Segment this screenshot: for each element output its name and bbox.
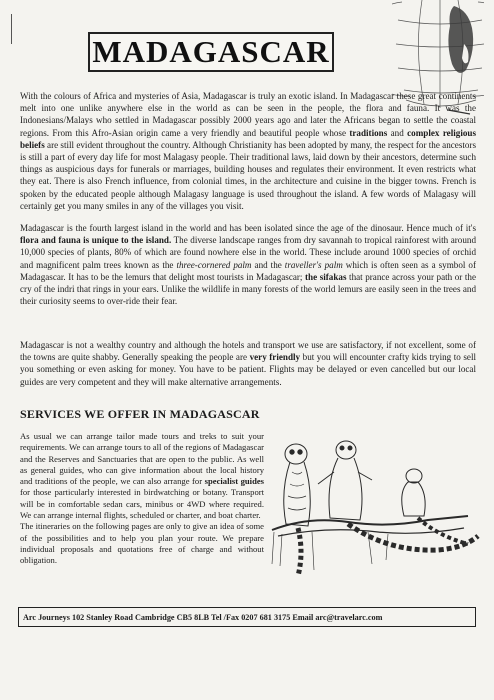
text-span: Madagascar is not a wealthy country and although the hotels and transport we use are satisfactory, if not excellent, some of the towns are quite shabby. Generally speaking the people are	[20, 340, 476, 363]
nature-paragraph	[20, 222, 476, 307]
text-span: and the	[251, 259, 285, 270]
italic-text: traveller's palm	[284, 259, 343, 270]
text-span: for those particularly interested in birdwatching or botany. Transport will be in comfortable sedan cars, minibus or 4WD where required. We can arrange internal flights, scheduled or charter, and boat charter.	[20, 487, 264, 521]
text-span: As usual we can arrange tailor made tours and treks to suit your requirements. We can arrange tours to all of the regions of Madagascar and the Reserves and Sanctuaries that are open to the public. As well as general guides, who can give information about the local history and traditions of the people, we can also arrange for	[20, 431, 264, 487]
text-span: The diverse landscape ranges from dry savannah to tropical rainforest with around 10,000 species of plants, 80% of which are found nowhere else in the world. These include around 1000 species of orchid and magnificent palm trees known as the	[20, 235, 476, 270]
services-heading: SERVICES WE OFFER IN MADAGASCAR	[20, 407, 260, 421]
intro-paragraph	[20, 90, 476, 212]
bold-text: traditions	[349, 127, 388, 138]
bold-text: very friendly	[249, 352, 301, 363]
margin-mark	[11, 14, 12, 44]
text-span: that prance across your path or the cry of the indri that rings in your ears. Unlike the wildlife in many forests of the world lemurs are easily seen in the trees and their curiosity seems to over-ride their fear.	[20, 271, 476, 307]
footer-text: Arc Journeys 102 Stanley Road Cambridge CB5 8LB Tel /Fax 0207 681 3175 Email arc@travelarc.com	[23, 612, 383, 622]
bold-text: the sifakas	[305, 271, 347, 282]
contact-footer	[18, 607, 476, 627]
bold-text: flora and fauna is unique to the island.	[20, 235, 172, 246]
text-span: which is often seen as a symbol of Madagascar. It has to be the lemurs that delight most tourists in Madagascar;	[20, 259, 476, 282]
bold-text: specialist guides	[204, 476, 265, 487]
conditions-paragraph	[20, 339, 476, 388]
title-box	[88, 32, 334, 72]
bold-text: complex religious beliefs	[20, 127, 476, 150]
italic-text: three-cornered palm	[176, 259, 252, 270]
text-span: but you will encounter crafty kids trying to sell you something or even asking for money. You have to be patient. Flights may be delayed or even cancelled but our local guides are very competent and they will make alternative arrangements.	[20, 352, 476, 387]
text-span: The itineraries on the following pages are only to give an idea of some of the possibilities and to help you plan your route. We prepare individual proposals and quotations free of charge and without obligation.	[20, 521, 264, 566]
text-span: Madagascar is the fourth largest island in the world and has been isolated since the age of the dinosaur. Hence much of it's	[20, 223, 476, 233]
page-title: MADAGASCAR	[92, 34, 330, 69]
text-span: With the colours of Africa and mysteries of Asia, Madagascar is truly an exotic island. In Madagascar these great continents melt into one unlike anywhere else in the world as can be seen in the people, the flora and fauna. It was the Indonesians/Malays who settled in Madagascar possibly 2000 years ago and later the Africans began to settle the coastal regions. From this Afro-Asian origin came a very friendly and beautiful people whose	[20, 91, 476, 138]
text-span: and	[387, 127, 408, 138]
lemurs-icon	[268, 432, 480, 578]
services-paragraph	[20, 431, 264, 567]
text-span: are still evident throughout the country. Although Christianity has been adopted by many, the respect for the ancestors is still a part of every day life for most Malagasy people. Their traditional laws, laid down by their ancestors, determine such things as auspicious days for funerals or marriages, building houses and regulates their environment. It even restricts what they eat. There is also French influence, from colonial times, in the architecture and cuisine in the bigger towns. French is spoken by the educated people although Malagasy language is used throughout the island. A few words of Malagasy will certainly get you many smiles in any of the villages you visit.	[20, 139, 476, 211]
